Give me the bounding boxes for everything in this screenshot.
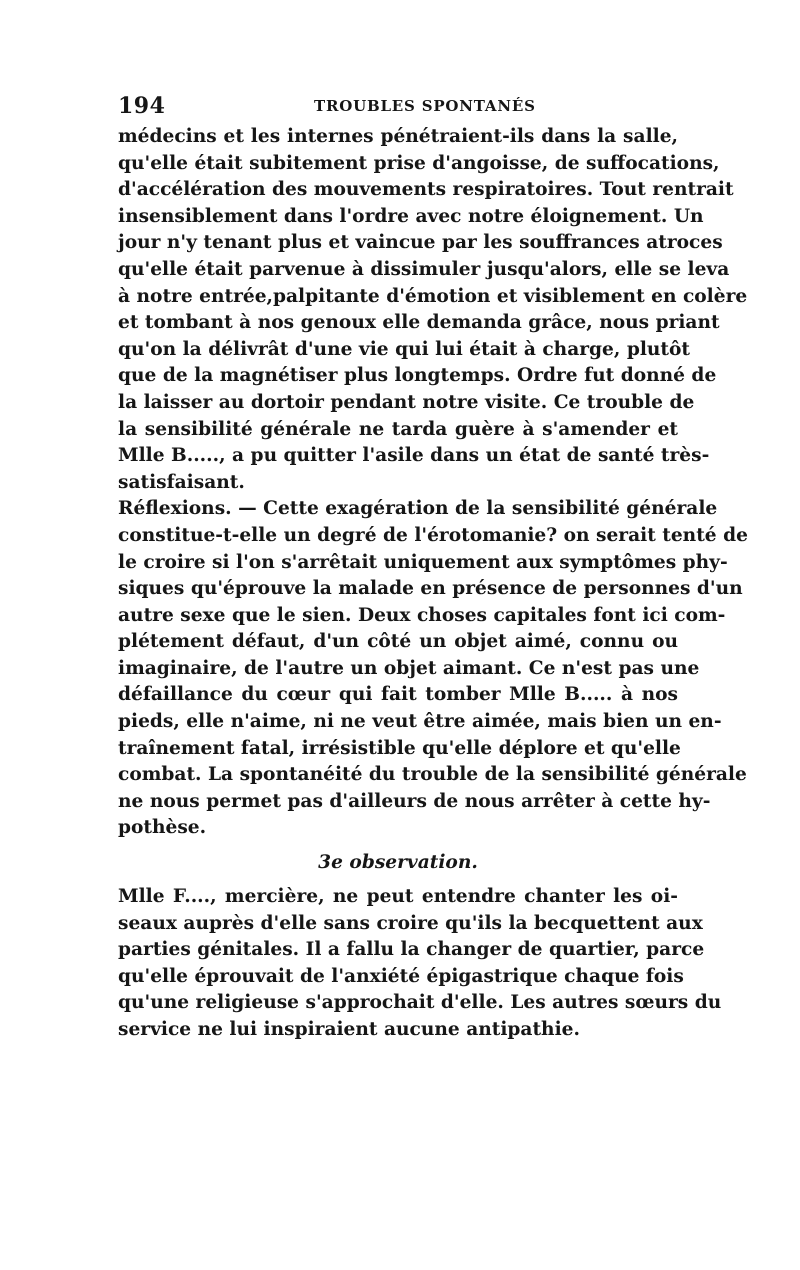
text-line: Réflexions. — Cette exagération de la sensibilité générale (118, 498, 718, 520)
text-line: qu'on la délivrât d'une vie qui lui était à charge, plutôt (118, 338, 690, 360)
text-line: défaillance du cœur qui fait tomber Mlle B..... à nos (118, 684, 678, 706)
text-line: parties génitales. Il a fallu la changer de quartier, parce (118, 939, 705, 961)
text-line: pieds, elle n'aime, ni ne veut être aimée, mais bien un en- (118, 711, 722, 733)
text-line: la laisser au dortoir pendant notre visite. Ce trouble de (118, 391, 695, 413)
text-line: à notre entrée,palpitante d'émotion et visiblement en colère (118, 285, 748, 307)
body-text (118, 124, 748, 1044)
page-number: 194 (118, 93, 166, 119)
text-line: que de la magnétiser plus longtemps. Ordre fut donné de (118, 365, 717, 387)
text-line: qu'elle était subitement prise d'angoisse, de suffocations, (118, 152, 720, 174)
text-line: le croire si l'on s'arrêtait uniquement aux symptômes phy- (118, 551, 728, 573)
text-line: siques qu'éprouve la malade en présence de personnes d'un (118, 578, 743, 600)
text-line: service ne lui inspiraient aucune antipathie. (118, 1019, 580, 1040)
running-head (118, 93, 678, 117)
text-line: combat. La spontanéité du trouble de la sensibilité générale (118, 764, 747, 786)
text-line: médecins et les internes pénétraient-ils dans la salle, (118, 126, 678, 147)
text-line: Mlle F...., mercière, ne peut entendre chanter les oi- (118, 886, 678, 908)
text-line: qu'elle éprouvait de l'anxiété épigastrique chaque fois (118, 965, 684, 987)
section-heading: 3e observation. (318, 852, 478, 874)
text-line: d'accélération des mouvements respiratoires. Tout rentrait (118, 179, 734, 201)
text-line: insensiblement dans l'ordre avec notre éloignement. Un (118, 205, 704, 227)
text-line: traînement fatal, irrésistible qu'elle déplore et qu'elle (118, 737, 681, 759)
text-line: plétement défaut, d'un côté un objet aimé, connu ou (118, 631, 678, 653)
text-line: autre sexe que le sien. Deux choses capitales font ici com- (118, 604, 726, 626)
text-line: jour n'y tenant plus et vaincue par les souffrances atroces (118, 232, 723, 254)
text-line: la sensibilité générale ne tarda guère à s'amender et (118, 418, 678, 440)
text-line: satisfaisant. (118, 471, 245, 493)
text-line: seaux auprès d'elle sans croire qu'ils la becquettent aux (118, 912, 703, 934)
text-line: qu'une religieuse s'approchait d'elle. Les autres sœurs du (118, 992, 722, 1014)
text-line: Mlle B....., a pu quitter l'asile dans un état de santé très- (118, 445, 710, 467)
running-title: TROUBLES SPONTANÉS (314, 97, 536, 115)
text-line: imaginaire, de l'autre un objet aimant. Ce n'est pas une (118, 657, 700, 679)
text-line: ne nous permet pas d'ailleurs de nous arrêter à cette hy- (118, 790, 711, 812)
text-line: pothèse. (118, 817, 207, 839)
text-line: et tombant à nos genoux elle demanda grâce, nous priant (118, 312, 720, 334)
text-line: qu'elle était parvenue à dissimuler jusqu'alors, elle se leva (118, 258, 730, 280)
text-line: constitue-t-elle un degré de l'érotomanie? on serait tenté de (118, 524, 748, 546)
